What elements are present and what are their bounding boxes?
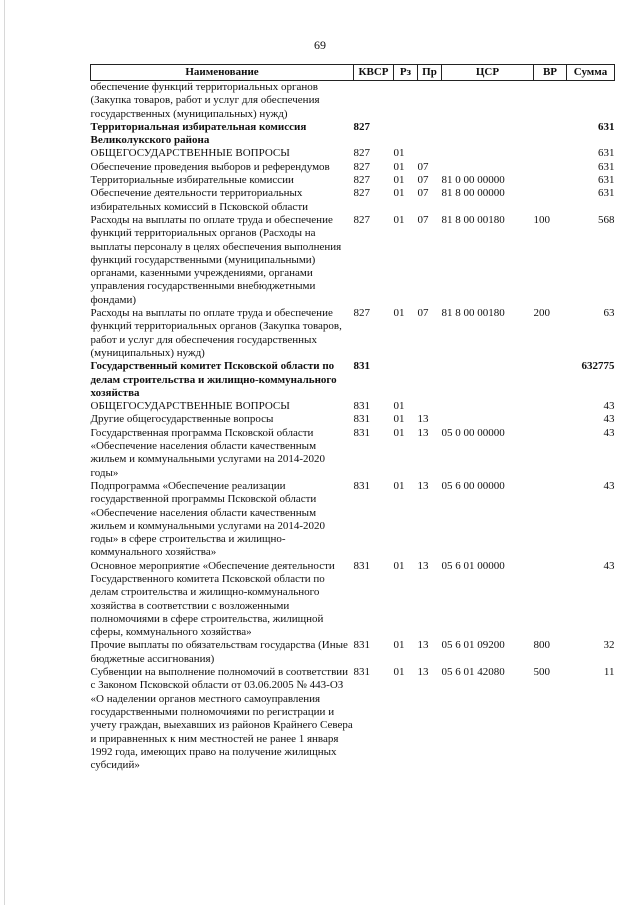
table-row xyxy=(91,214,615,307)
cell-vr xyxy=(534,187,567,214)
cell-vr xyxy=(534,480,567,560)
cell-csr: 81 8 00 00180 xyxy=(441,213,505,226)
cell-pr: 13 xyxy=(417,559,429,572)
scan-edge-line xyxy=(4,0,5,905)
cell-rz: 01 xyxy=(393,213,405,226)
cell-vr xyxy=(534,147,567,160)
cell-kvsr: 831 xyxy=(353,360,370,373)
cell-pr: 07 xyxy=(417,213,429,226)
cell-sum: 631 xyxy=(598,187,615,200)
cell-pr: 07 xyxy=(417,174,429,187)
budget-table xyxy=(90,64,615,772)
cell-name: ОБЩЕГОСУДАРСТВЕННЫЕ ВОПРОСЫ xyxy=(90,400,290,413)
cell-csr xyxy=(442,81,534,121)
cell-pr: 13 xyxy=(417,413,429,426)
cell-csr xyxy=(442,121,534,148)
cell-vr: 100 xyxy=(533,213,550,226)
cell-vr: 800 xyxy=(533,639,550,652)
cell-name: Основное мероприятие «Обеспечение деятельности Государственного комитета Псковской области по делам строительства и жилищно-коммунального хозяйства в соответствии с возложенными полномочиями в сфере строительства, жилищной сферы, коммунального хозяйства» xyxy=(90,559,335,639)
cell-pr xyxy=(418,81,442,121)
cell-sum: 568 xyxy=(598,213,615,226)
cell-rz: 01 xyxy=(393,426,405,439)
cell-pr: 07 xyxy=(417,160,429,173)
cell-rz xyxy=(394,121,418,148)
cell-pr: 13 xyxy=(417,639,429,652)
table-row xyxy=(91,81,615,121)
table-row xyxy=(91,161,615,174)
cell-rz: 01 xyxy=(393,559,405,572)
cell-rz: 01 xyxy=(393,666,405,679)
cell-sum: 631 xyxy=(598,160,615,173)
cell-csr: 81 0 00 00000 xyxy=(441,174,505,187)
cell-pr xyxy=(418,360,442,400)
cell-sum: 32 xyxy=(603,639,615,652)
cell-kvsr xyxy=(354,81,394,121)
cell-name: Субвенции на выполнение полномочий в соответствии с Законом Псковской области от 03.06.2005 № 443-ОЗ «О наделении органов местного самоуправления государственными полномочиями по регистрации и учету граждан, выехавших из районов Крайнего Севера и приравненных к ним местностей не ранее 1 января 1992 года, имеющих право на получение жилищных субсидий» xyxy=(90,666,353,772)
cell-pr: 07 xyxy=(417,307,429,320)
cell-kvsr: 827 xyxy=(353,147,370,160)
header-sum: Сумма xyxy=(567,65,615,81)
table-row xyxy=(91,360,615,400)
cell-vr: 200 xyxy=(533,307,550,320)
cell-csr xyxy=(442,147,534,160)
cell-kvsr: 831 xyxy=(353,426,370,439)
cell-name: Обеспечение проведения выборов и референдумов xyxy=(90,160,330,173)
cell-pr: 13 xyxy=(417,479,429,492)
cell-csr xyxy=(442,413,534,426)
cell-sum: 43 xyxy=(603,426,615,439)
cell-vr xyxy=(534,560,567,640)
cell-vr xyxy=(534,413,567,426)
cell-rz: 01 xyxy=(393,479,405,492)
page-number: 69 xyxy=(314,38,326,52)
table-row xyxy=(91,666,615,772)
cell-name: Расходы на выплаты по оплате труда и обеспечение функций территориальных органов (Закупка товаров, работ и услуг для обеспечения государственных (муниципальных) нужд) xyxy=(90,307,342,359)
cell-sum: 43 xyxy=(603,479,615,492)
cell-kvsr: 831 xyxy=(353,559,370,572)
table-row xyxy=(91,413,615,426)
table-row xyxy=(91,400,615,413)
cell-sum: 43 xyxy=(603,400,615,413)
cell-csr: 05 0 00 00000 xyxy=(441,426,505,439)
cell-rz: 01 xyxy=(393,187,405,200)
cell-csr: 81 8 00 00000 xyxy=(441,187,505,200)
cell-kvsr: 831 xyxy=(353,400,370,413)
cell-rz: 01 xyxy=(393,174,405,187)
cell-rz xyxy=(394,360,418,400)
table-row xyxy=(91,121,615,148)
cell-name: Государственный комитет Псковской области по делам строительства и жилищно-коммунального хозяйства xyxy=(90,360,337,399)
cell-kvsr: 827 xyxy=(353,307,370,320)
cell-kvsr: 831 xyxy=(353,639,370,652)
cell-pr: 13 xyxy=(417,666,429,679)
cell-csr xyxy=(442,161,534,174)
table-row xyxy=(91,147,615,160)
cell-rz: 01 xyxy=(393,639,405,652)
table-row xyxy=(91,639,615,666)
cell-csr: 05 6 00 00000 xyxy=(441,479,505,492)
cell-vr xyxy=(534,360,567,400)
cell-rz: 01 xyxy=(393,307,405,320)
table-row xyxy=(91,187,615,214)
cell-kvsr: 827 xyxy=(353,160,370,173)
header-csr: ЦСР xyxy=(442,65,534,81)
cell-name: Расходы на выплаты по оплате труда и обеспечение функций территориальных органов (Расходы на выплаты персоналу в целях обеспечения выполнения функций государственными (муниципальными) органами, казенными учреждениями, органами управления государственными внебюджетными фондами) xyxy=(90,213,342,306)
table-row xyxy=(91,560,615,640)
cell-kvsr: 827 xyxy=(353,213,370,226)
cell-pr: 07 xyxy=(417,187,429,200)
cell-rz: 01 xyxy=(393,160,405,173)
cell-sum: 631 xyxy=(598,120,615,133)
cell-name: обеспечение функций территориальных органов (Закупка товаров, работ и услуг для обеспечения государственных (муниципальных) нужд) xyxy=(90,81,320,120)
cell-name: Другие общегосударственные вопросы xyxy=(90,413,274,426)
table-header-row xyxy=(91,65,615,81)
cell-sum: 631 xyxy=(598,147,615,160)
cell-kvsr: 827 xyxy=(353,187,370,200)
cell-csr: 05 6 01 09200 xyxy=(441,639,505,652)
cell-sum: 43 xyxy=(603,559,615,572)
cell-sum: 11 xyxy=(603,666,615,679)
cell-vr: 500 xyxy=(533,666,550,679)
header-kvsr: КВСР xyxy=(354,65,394,81)
cell-name: Прочие выплаты по обязательствам государства (Иные бюджетные ассигнования) xyxy=(90,639,348,665)
header-pr: Пр xyxy=(418,65,442,81)
cell-csr: 81 8 00 00180 xyxy=(441,307,505,320)
cell-kvsr: 827 xyxy=(353,120,370,133)
cell-csr: 05 6 01 42080 xyxy=(441,666,505,679)
cell-vr xyxy=(534,174,567,187)
cell-csr xyxy=(442,360,534,400)
cell-name: Обеспечение деятельности территориальных избирательных комиссий в Псковской области xyxy=(90,187,309,213)
header-vr: ВР xyxy=(534,65,567,81)
cell-sum: 631 xyxy=(598,174,615,187)
cell-csr: 05 6 01 00000 xyxy=(441,559,505,572)
cell-rz: 01 xyxy=(393,413,405,426)
cell-sum xyxy=(567,81,615,121)
table-row xyxy=(91,427,615,480)
cell-pr xyxy=(418,147,442,160)
cell-rz: 01 xyxy=(393,147,405,160)
cell-vr xyxy=(534,161,567,174)
cell-csr xyxy=(442,400,534,413)
cell-vr xyxy=(534,81,567,121)
cell-sum: 63 xyxy=(603,307,615,320)
cell-rz xyxy=(394,81,418,121)
cell-vr xyxy=(534,121,567,148)
cell-kvsr: 831 xyxy=(353,413,370,426)
cell-kvsr: 827 xyxy=(353,174,370,187)
cell-name: Подпрограмма «Обеспечение реализации государственной программы Псковской области «Обеспечение населения области качественным жильем и коммунальными услугами на 2014-2020 годы» в сфере строительства и жилищно-коммунального хозяйства» xyxy=(90,479,326,559)
cell-name: Территориальная избирательная комиссия Великолукского района xyxy=(90,120,307,147)
cell-sum: 43 xyxy=(603,413,615,426)
header-name: Наименование xyxy=(91,65,354,81)
table-row xyxy=(91,480,615,560)
header-rz: Рз xyxy=(394,65,418,81)
cell-kvsr: 831 xyxy=(353,666,370,679)
cell-pr: 13 xyxy=(417,426,429,439)
cell-kvsr: 831 xyxy=(353,479,370,492)
table-body xyxy=(91,81,615,773)
cell-name: Государственная программа Псковской области «Обеспечение населения области качественным жильем и коммунальными услугами на 2014-2020 годы» xyxy=(90,426,326,479)
cell-pr xyxy=(418,121,442,148)
table-row xyxy=(91,174,615,187)
cell-name: Территориальные избирательные комиссии xyxy=(90,174,294,187)
cell-vr xyxy=(534,427,567,480)
cell-pr xyxy=(418,400,442,413)
cell-sum: 632775 xyxy=(581,360,615,373)
table-row xyxy=(91,307,615,360)
cell-rz: 01 xyxy=(393,400,405,413)
cell-vr xyxy=(534,400,567,413)
cell-name: ОБЩЕГОСУДАРСТВЕННЫЕ ВОПРОСЫ xyxy=(90,147,290,160)
